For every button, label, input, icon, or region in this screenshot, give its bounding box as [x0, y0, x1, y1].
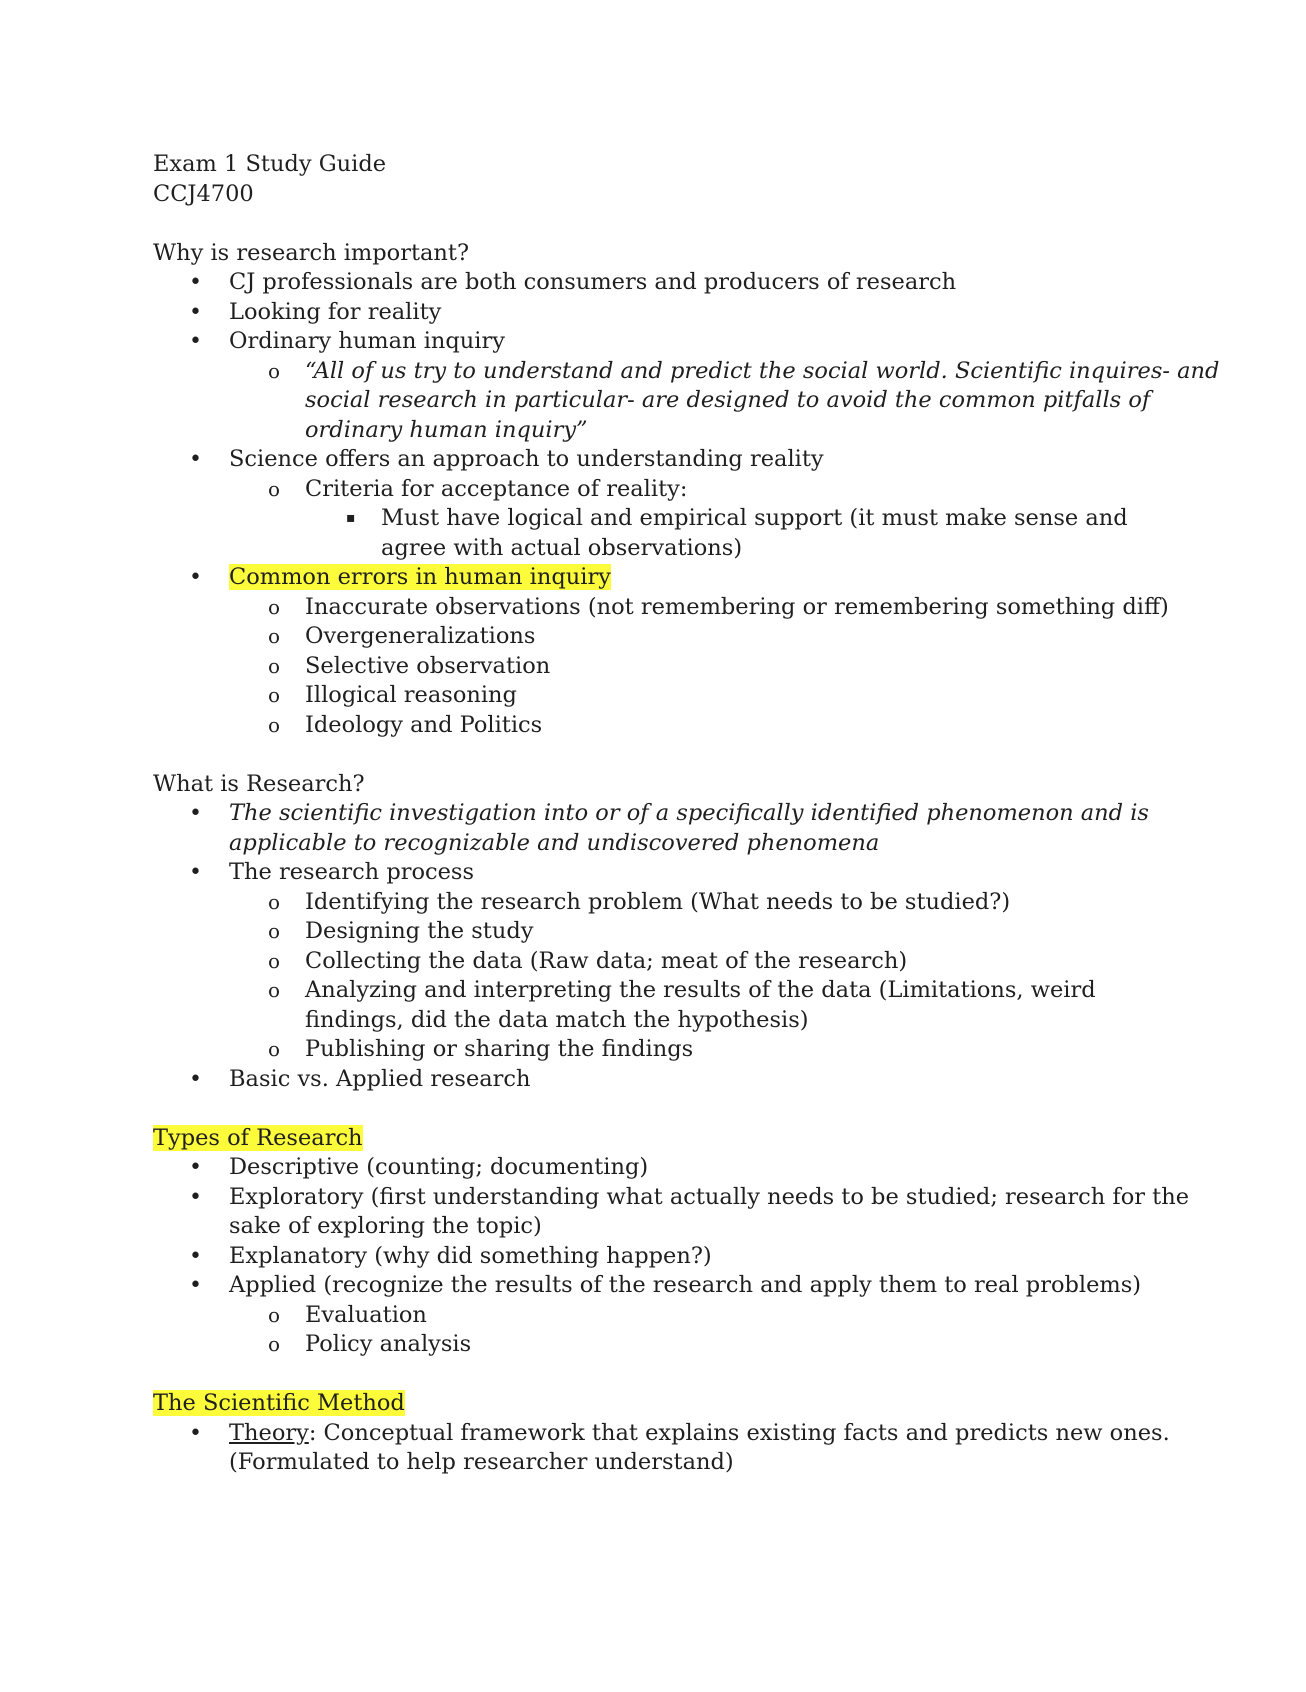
sub-list-item: o Designing the study	[153, 917, 1153, 947]
spacer	[153, 1360, 1153, 1390]
circle-bullet-icon: o	[268, 919, 281, 943]
sub-list-item: o Inaccurate observations (not remembering or remembering something diff)	[153, 593, 1153, 623]
section-types-of-research-list	[153, 1153, 1190, 1360]
circle-bullet-icon: o	[268, 476, 281, 501]
highlighted-text: Common errors in human inquiry	[229, 564, 611, 590]
circle-bullet-icon: o	[268, 683, 281, 707]
circle-bullet-icon: o	[268, 594, 281, 619]
bullet-icon: •	[189, 447, 202, 472]
theory-term: Theory	[229, 1419, 309, 1446]
spacer	[153, 1094, 1153, 1124]
sub-list-item: o Collecting the data (Raw data; meat of the research)	[153, 947, 1153, 977]
list-item: • CJ professionals are both consumers and producers of research	[153, 268, 1153, 298]
circle-bullet-icon: o	[268, 1302, 281, 1327]
highlighted-text: Types of Research	[153, 1124, 363, 1151]
section-scientific-method-list	[153, 1419, 1170, 1478]
spacer	[153, 209, 1153, 239]
quote-item: o “All of us try to understand and predict the social world. Scientific inquires- and social research in particular- are designed to avoid the common pitfalls of ordinary human inquiry”	[268, 357, 1220, 443]
sub-list-item: o Policy analysis	[153, 1330, 1153, 1360]
sub-list-item: o Publishing or sharing the findings	[153, 1035, 1153, 1065]
list-item: • The research process	[153, 858, 1153, 888]
bullet-icon: •	[189, 1155, 202, 1180]
section-heading-why-research: Why is research important?	[153, 239, 470, 266]
course-code: CCJ4700	[153, 180, 254, 207]
sub-list-item: o Analyzing and interpreting the results of the data (Limitations, weird findings, did the data match the hypothesis)	[268, 977, 1096, 1033]
sub-list-item: o Ideology and Politics	[153, 711, 1153, 741]
sub-sub-list-item: ▪ Must have logical and empirical support (it must make sense and agree with actual observations)	[346, 505, 1128, 561]
circle-bullet-icon: o	[268, 1037, 281, 1061]
circle-bullet-icon: o	[268, 358, 281, 383]
circle-bullet-icon: o	[268, 948, 281, 973]
highlighted-text: The Scientific Method	[153, 1390, 405, 1416]
circle-bullet-icon: o	[268, 624, 281, 648]
circle-bullet-icon: o	[268, 978, 281, 1002]
list-item: • Exploratory (first understanding what actually needs to be studied; research for the sake of exploring the topic)	[189, 1183, 1190, 1239]
list-item: • Basic vs. Applied research	[153, 1065, 1153, 1095]
section-heading-scientific-method	[153, 1389, 1153, 1419]
sub-list-item: o Selective observation	[153, 652, 1153, 682]
circle-bullet-icon: o	[268, 1332, 281, 1356]
document-title: Exam 1 Study Guide	[153, 151, 387, 177]
list-item: • Explanatory (why did something happen?)	[153, 1242, 1153, 1272]
bullet-icon: •	[189, 801, 202, 826]
sub-list-item: o Overgeneralizations	[153, 622, 1153, 652]
square-bullet-icon: ▪	[346, 510, 356, 526]
bullet-icon: •	[189, 860, 202, 885]
bullet-icon: •	[189, 299, 202, 325]
bullet-icon: •	[189, 1273, 202, 1298]
circle-bullet-icon: o	[268, 889, 281, 914]
section-heading-types-of-research	[153, 1124, 1153, 1154]
study-guide-page	[153, 150, 1220, 1478]
list-item: • Theory: Conceptual framework that explains existing facts and predicts new ones. (Formulated to help researcher understand)	[189, 1419, 1170, 1475]
bullet-icon: •	[189, 1066, 202, 1092]
list-item: • The scientific investigation into or of a specifically identified phenomenon and is applicable to recognizable and undiscovered phenomena	[189, 800, 1149, 856]
list-item: • Descriptive (counting; documenting)	[153, 1153, 1153, 1183]
sub-list-item: o Evaluation	[153, 1301, 1153, 1331]
bullet-icon: •	[189, 1243, 202, 1269]
bullet-icon: •	[189, 565, 202, 590]
list-item: • Looking for reality	[153, 298, 1153, 328]
spacer	[153, 740, 1153, 770]
bullet-icon: •	[189, 1420, 202, 1446]
section-heading-what-is-research: What is Research?	[153, 770, 365, 797]
section-what-is-research-list	[153, 799, 1153, 1094]
sub-list-item: o Illogical reasoning	[153, 681, 1153, 711]
list-item: • Science offers an approach to understanding reality	[153, 445, 1153, 475]
bullet-icon: •	[189, 270, 202, 295]
sub-list-item: o Identifying the research problem (What needs to be studied?)	[153, 888, 1153, 918]
list-item: • Applied (recognize the results of the research and apply them to real problems)	[153, 1271, 1153, 1301]
list-item	[153, 563, 1153, 593]
bullet-icon: •	[189, 1184, 202, 1210]
section-why-research-list	[153, 268, 1220, 740]
circle-bullet-icon: o	[268, 653, 281, 678]
list-item: • Ordinary human inquiry	[153, 327, 1153, 357]
bullet-icon: •	[189, 329, 202, 354]
sub-list-item: o Criteria for acceptance of reality:	[153, 475, 1153, 505]
circle-bullet-icon: o	[268, 712, 281, 737]
